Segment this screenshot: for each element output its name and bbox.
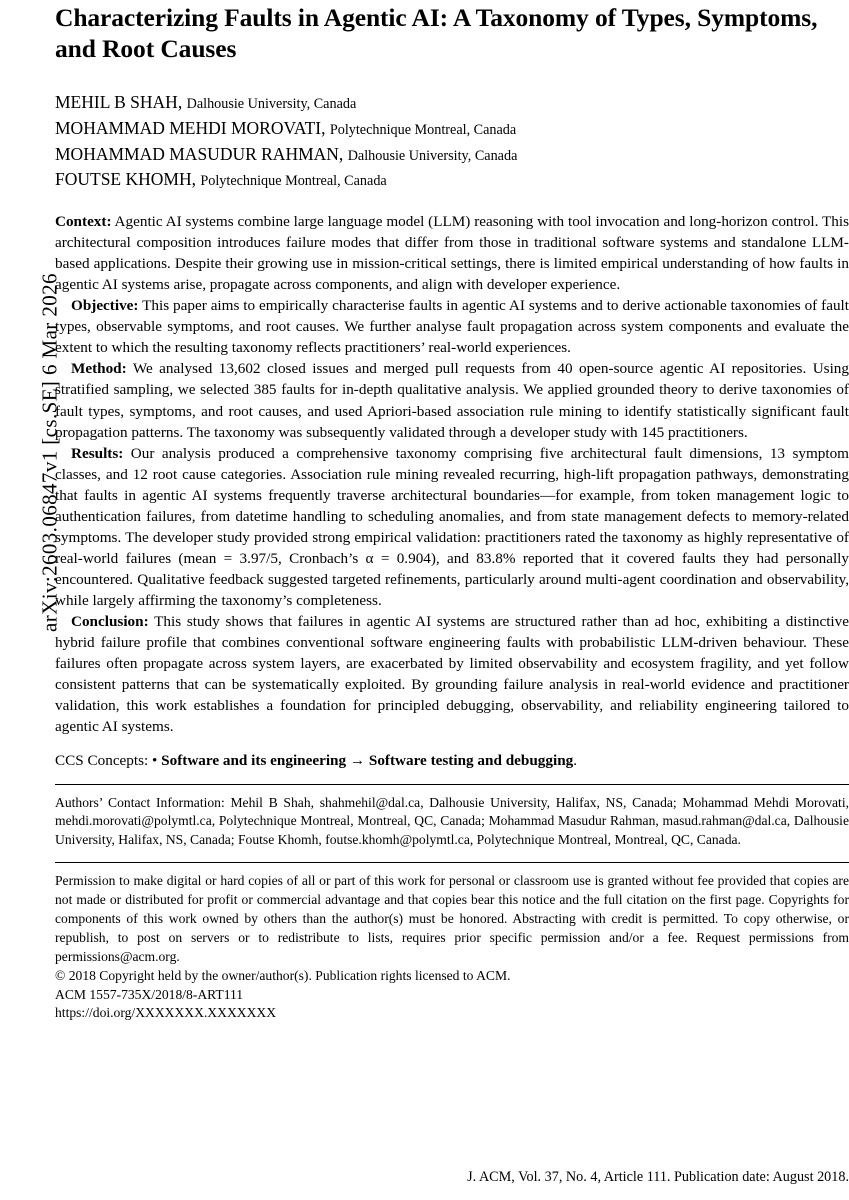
author-entry — [55, 90, 849, 116]
author-name: MEHIL B SHAH, — [55, 92, 183, 113]
abstract-text-method: We analysed 13,602 closed issues and merged pull requests from 40 open-source agentic AI repositories. Using stratified sampling, we selected 385 faults for in-depth qualitative analysis. We applied grounded theory to derive taxonomies of fault types, symptoms, and root causes, and used Apriori-based association rule mining to identify statistically significant fault propagation patterns. The taxonomy was subsequently validated through a developer study with 145 practitioners. — [55, 360, 849, 441]
abstract-label-context: Context: — [55, 213, 112, 231]
author-entry — [55, 142, 849, 168]
acm-id-line: ACM 1557-735X/2018/8-ART111 — [55, 986, 244, 1002]
divider-top — [55, 784, 849, 785]
permission-block — [55, 872, 849, 1023]
abstract-paragraph-objective — [55, 295, 849, 358]
abstract-paragraph-method — [55, 358, 849, 442]
author-affiliation: Polytechnique Montreal, Canada — [200, 173, 387, 190]
ccs-arrow: → — [346, 752, 369, 770]
abstract-paragraph-conclusion — [55, 611, 849, 737]
abstract-paragraph-results — [55, 443, 849, 611]
abstract-text-objective: This paper aims to empirically characterise faults in agentic AI systems and to derive actionable taxonomies of fault types, observable symptoms, and root causes. We further analyse fault propagation across system components and evaluate the extent to which the resulting taxonomy reflects practitioners’ real-world experiences. — [55, 297, 849, 357]
author-name: FOUTSE KHOMH, — [55, 169, 196, 190]
abstract-text-conclusion: This study shows that failures in agentic AI systems are structured rather than ad hoc, exhibiting a distinctive hybrid failure profile that combines conventional software engineering faults with probabilistic LLM-driven behaviour. These failures often propagate across system layers, are exacerbated by limited observability and ecosystem fragility, and yet follow consistent patterns that can be systematically exploited. By grounding failure analysis in real-world evidence and practitioner validation, this work establishes a foundation for principled debugging, observability, and reliability engineering tailored to agentic AI systems. — [55, 612, 849, 736]
ccs-concepts — [55, 750, 849, 771]
abstract-text-context: Agentic AI systems combine large language model (LLM) reasoning with tool invocation and long-horizon control. This architectural composition introduces failure modes that differ from those in traditional software systems and standalone LLM-based applications. Despite their growing use in mission-critical settings, there is limited empirical understanding of how faults in agentic AI systems arise, propagate across components, and align with developer experience. — [55, 213, 849, 294]
abstract-label-objective: Objective: — [71, 297, 139, 315]
paper-content — [55, 0, 849, 1200]
author-affiliation: Dalhousie University, Canada — [347, 147, 518, 164]
copyright-line: © 2018 Copyright held by the owner/author(s). Publication rights licensed to ACM. — [55, 967, 511, 983]
abstract — [55, 211, 849, 737]
author-name: MOHAMMAD MASUDUR RAHMAN, — [55, 143, 344, 164]
author-list — [55, 90, 849, 193]
author-entry — [55, 116, 849, 142]
abstract-label-conclusion: Conclusion: — [71, 612, 149, 630]
ccs-subconcept: Software testing and debugging — [368, 752, 574, 770]
author-affiliation: Dalhousie University, Canada — [186, 96, 357, 113]
author-entry — [55, 167, 849, 193]
abstract-label-results: Results: — [71, 444, 124, 462]
page-footer: J. ACM, Vol. 37, No. 4, Article 111. Publication date: August 2018. — [467, 1169, 849, 1185]
arxiv-stamp: arXiv:2603.06847v1 [cs.SE] 6 Mar 2026 — [37, 273, 62, 632]
abstract-label-method: Method: — [71, 360, 127, 378]
author-name: MOHAMMAD MEHDI MOROVATI, — [55, 117, 326, 138]
divider-bottom — [55, 862, 849, 863]
abstract-paragraph-context — [55, 211, 849, 295]
abstract-text-results: Our analysis produced a comprehensive taxonomy comprising five architectural fault dimensions, 13 symptom classes, and 12 root cause categories. Association rule mining revealed recurring, high-lift propagation pathways, demonstrating that faults in agentic AI systems frequently traverse architectural boundaries—for example, from token management logic to authentication failures, from datetime handling to scheduling anomalies, and from state management defects to memory-related symptoms. The developer study provided strong empirical validation: practitioners rated the taxonomy as highly representative of real-world failures (mean = 3.97/5, Cronbach’s α = 0.904), and 83.8% reported that it covered faults they had personally encountered. Qualitative feedback suggested targeted refinements, particularly around multi-agent coordination and observability, while largely affirming the taxonomy’s completeness. — [55, 444, 849, 609]
page-title: Characterizing Faults in Agentic AI: A Taxonomy of Types, Symptoms, and Root Causes — [55, 3, 818, 64]
author-affiliation: Polytechnique Montreal, Canada — [329, 121, 517, 138]
ccs-concept: Software and its engineering — [161, 752, 347, 770]
ccs-suffix: . — [573, 752, 578, 770]
ccs-prefix: CCS Concepts: • — [55, 752, 162, 770]
authors-contact-information: Authors’ Contact Information: Mehil B Shah, shahmehil@dal.ca, Dalhousie University, Halifax, NS, Canada; Mohammad Mehdi Morovati, mehdi.morovati@polymtl.ca, Polytechnique Montreal, Montreal, QC, Canada; Mohammad Masudur Rahman, masud.rahman@dal.ca, Dalhousie University, Halifax, NS, Canada; Foutse Khomh, foutse.khomh@polymtl.ca, Polytechnique Montreal, Montreal, QC, Canada. — [55, 794, 849, 848]
doi-link[interactable]: https://doi.org/XXXXXXX.XXXXXXX — [55, 1005, 277, 1021]
permission-paragraph: Permission to make digital or hard copies of all or part of this work for personal or classroom use is granted without fee provided that copies are not made or distributed for profit or commercial advantage and that copies bear this notice and the full citation on the first page. Copyrights for components of this work owned by others than the author(s) must be honored. Abstracting with credit is permitted. To copy otherwise, or republish, to post on servers or to redistribute to lists, requires prior specific permission and/or a fee. Request permissions from permissions@acm.org. — [55, 873, 849, 964]
